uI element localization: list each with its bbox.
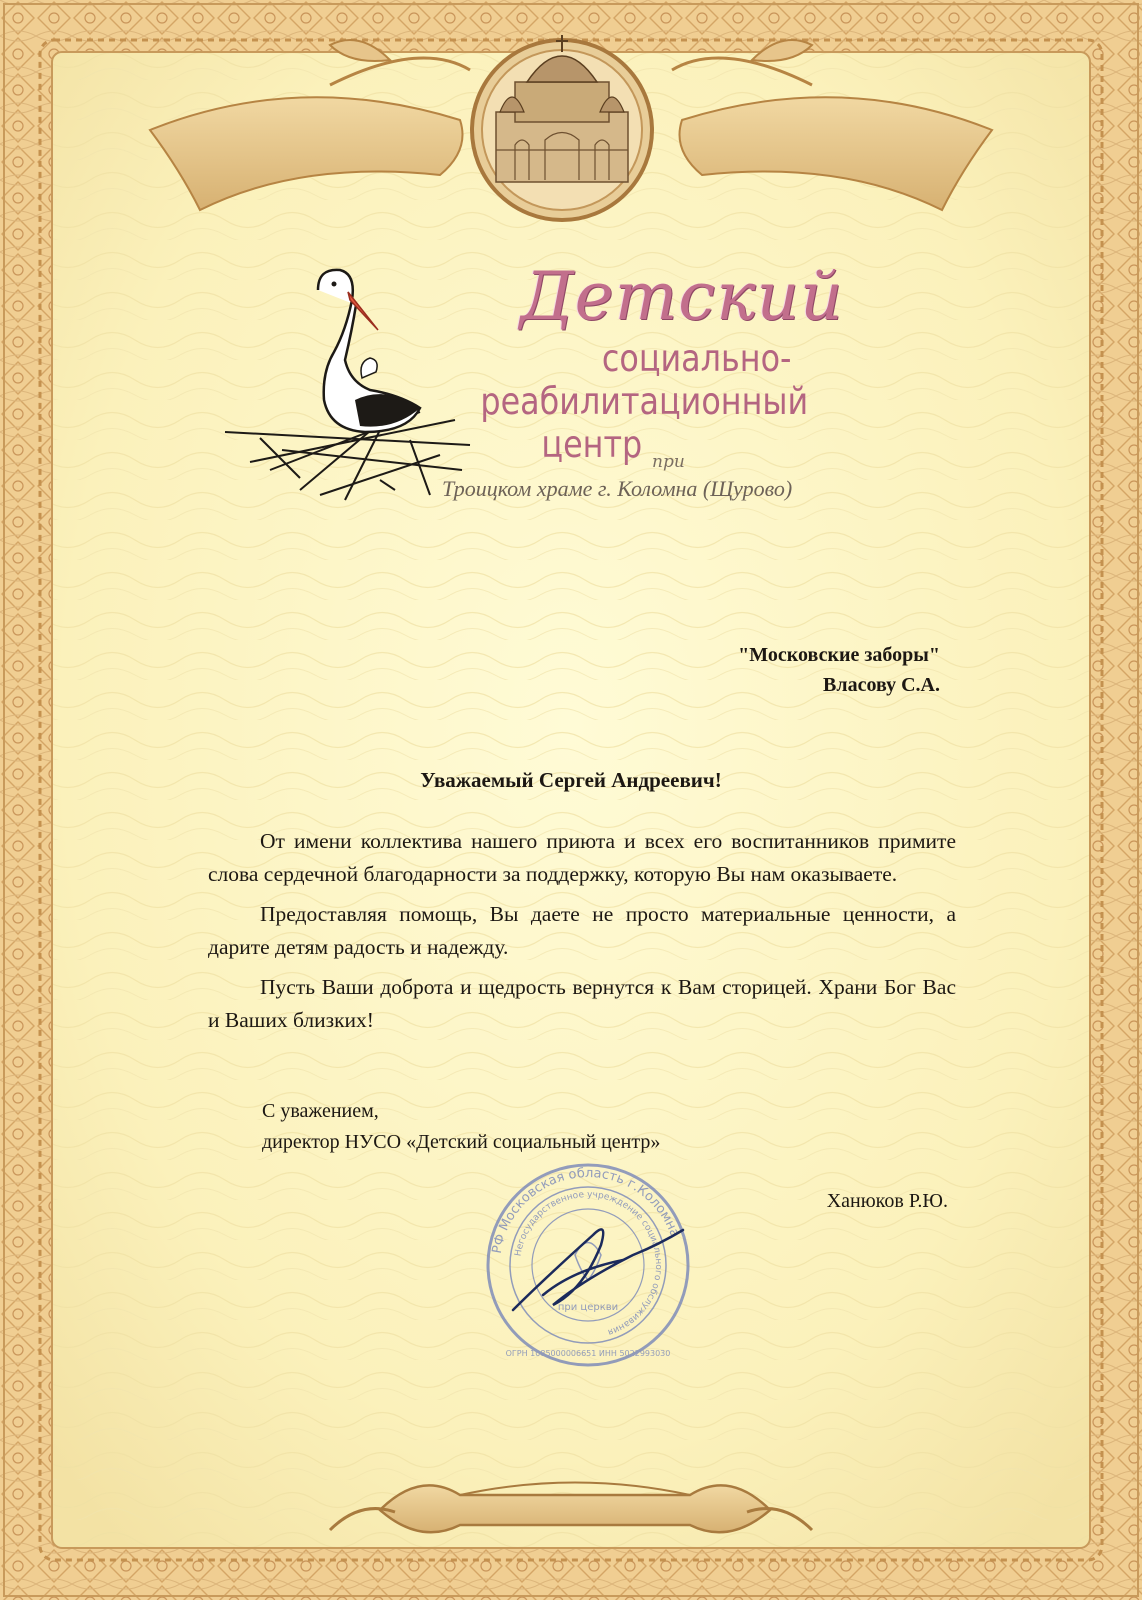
closing-regards: С уважением,	[262, 1100, 379, 1122]
official-stamp	[483, 1160, 693, 1370]
logo-line-3: центр	[541, 423, 642, 466]
closing-block	[262, 1096, 660, 1158]
logo-line-2: реабилитационный	[480, 380, 808, 423]
paragraph-2: Предоставляя помощь, Вы даете не просто материальные ценности, а дарите детям радость и надежду.	[208, 902, 956, 959]
stamp-center-text: при церкви	[557, 1302, 619, 1313]
stamp-outer-text: РФ Московская область г.Коломна	[489, 1165, 683, 1255]
stamp-bottom-text: ОГРН 1085000006651 ИНН 5022993030	[505, 1349, 671, 1358]
recipient-person: Власову С.А.	[823, 674, 940, 696]
signatory-name: Ханюков Р.Ю.	[826, 1190, 948, 1212]
logo-title: Детский	[520, 258, 844, 335]
paragraph-3: Пусть Ваши доброта и щедрость вернутся к Вам сторицей. Храни Бог Вас и Ваших близких!	[208, 975, 956, 1032]
greeting: Уважаемый Сергей Андреевич!	[420, 768, 722, 792]
svg-text:Негосударственное учреждение с	[514, 1190, 663, 1337]
logo-subtitle: Троицком храме г. Коломна (Щурово)	[442, 476, 793, 501]
stamp-inner-text: Негосударственное учреждение социального обслуживания	[513, 1189, 664, 1337]
paragraph-1: От имени коллектива нашего приюта и всех его воспитанников примите слова сердечной благодарности за поддержку, которую Вы нам оказываете.	[208, 829, 956, 886]
logo-line-1: социально-	[602, 337, 792, 380]
recipient-block	[440, 640, 940, 700]
recipient-company: "Московские заборы"	[738, 644, 940, 666]
closing-position: директор НУСО «Детский социальный центр»	[262, 1131, 661, 1153]
logo-line-3-suffix: при	[652, 452, 685, 472]
letter-body	[208, 825, 956, 1044]
